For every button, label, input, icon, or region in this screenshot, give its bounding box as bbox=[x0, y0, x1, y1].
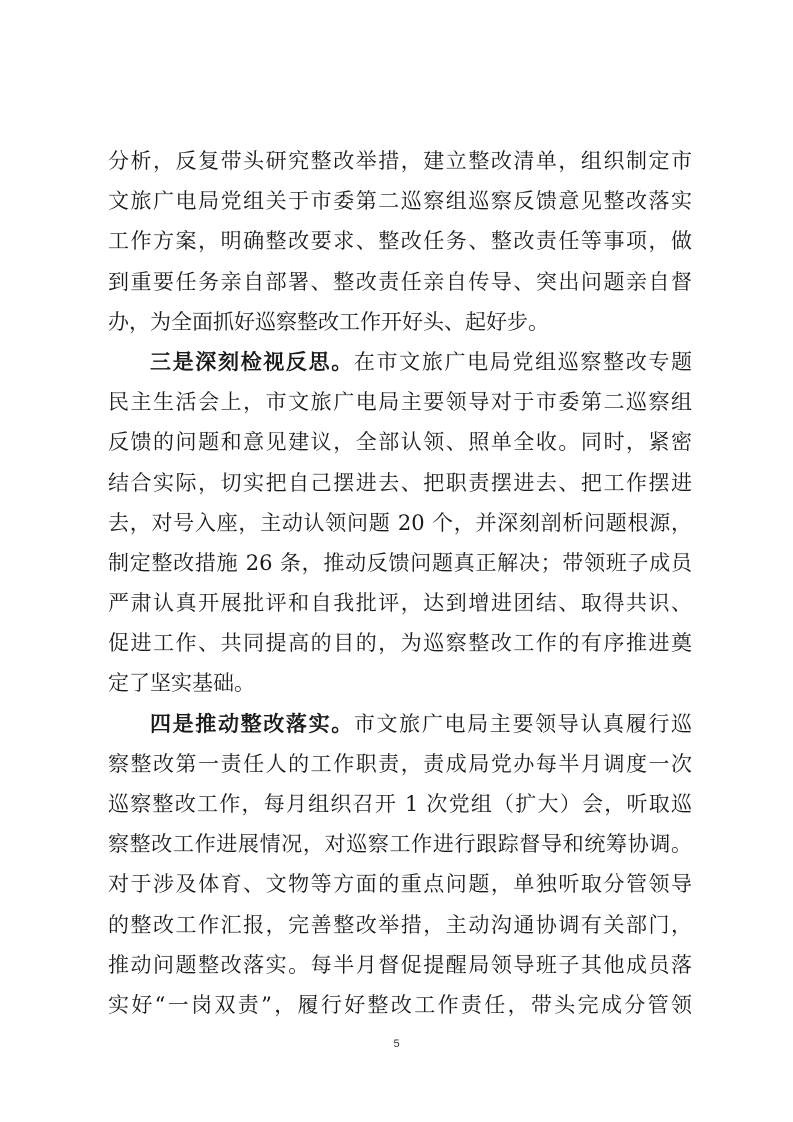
text-run: 市文旅广电局主要领导认真履行巡 bbox=[353, 711, 693, 736]
text-line: 对于涉及体育、文物等方面的重点问题，单独听取分管领导 bbox=[108, 872, 692, 897]
text-line: 的整改工作汇报，完善整改举措，主动沟通协调有关部门， bbox=[108, 912, 692, 937]
text-line: 巡察整改工作，每月组织召开 1 次党组（扩大）会，听取巡 bbox=[108, 792, 692, 816]
text-line: 文旅广电局党组关于市委第二巡察组巡察反馈意见整改落实 bbox=[108, 189, 692, 214]
text-line: 办，为全面抓好巡察整改工作开好头、起好步。 bbox=[108, 309, 549, 334]
page-number: 5 bbox=[393, 1038, 400, 1050]
text-line: 到重要任务亲自部署、整改责任亲自传导、突出问题亲自督 bbox=[108, 269, 692, 294]
paragraph-heading: 三是深刻检视反思。 bbox=[150, 348, 354, 374]
text-line: 推动问题整改落实。每半月督促提醒局领导班子其他成员落 bbox=[108, 952, 692, 977]
text-line: 分析，反复带头研究整改举措，建立整改清单，组织制定市 bbox=[108, 149, 692, 173]
text-line: 定了坚实基础。 bbox=[108, 671, 255, 696]
text-line: 民主生活会上，市文旅广电局主要领导对于市委第二巡察组 bbox=[108, 390, 692, 415]
text-line: 制定整改措施 26 条，推动反馈问题真正解决；带领班子成员 bbox=[108, 550, 692, 575]
paragraph-first-line bbox=[108, 342, 692, 382]
paragraph-first-line bbox=[108, 704, 692, 744]
paragraph-heading: 四是推动整改落实。 bbox=[150, 710, 354, 736]
text-line: 察整改第一责任人的工作职责，责成局党办每半月调度一次 bbox=[108, 751, 692, 776]
text-line: 严肃认真开展批评和自我批评，达到增进团结、取得共识、 bbox=[108, 591, 692, 616]
text-line: 结合实际，切实把自己摆进去、把职责摆进去、把工作摆进 bbox=[108, 470, 692, 495]
text-run: 在市文旅广电局党组巡察整改专题 bbox=[353, 349, 693, 374]
body-text bbox=[108, 141, 692, 1025]
text-line: 察整改工作进展情况，对巡察工作进行跟踪督导和统筹协调。 bbox=[108, 832, 692, 857]
text-line: 反馈的问题和意见建议，全部认领、照单全收。同时，紧密 bbox=[108, 430, 692, 455]
text-line: 实好“一岗双责”，履行好整改工作责任，带头完成分管领 bbox=[108, 992, 692, 1017]
text-line: 促进工作、共同提高的目的，为巡察整改工作的有序推进奠 bbox=[108, 631, 692, 656]
text-line: 去，对号入座，主动认领问题 20 个，并深刻剖析问题根源， bbox=[108, 510, 692, 535]
text-line: 工作方案，明确整改要求、整改任务、整改责任等事项，做 bbox=[108, 229, 692, 254]
